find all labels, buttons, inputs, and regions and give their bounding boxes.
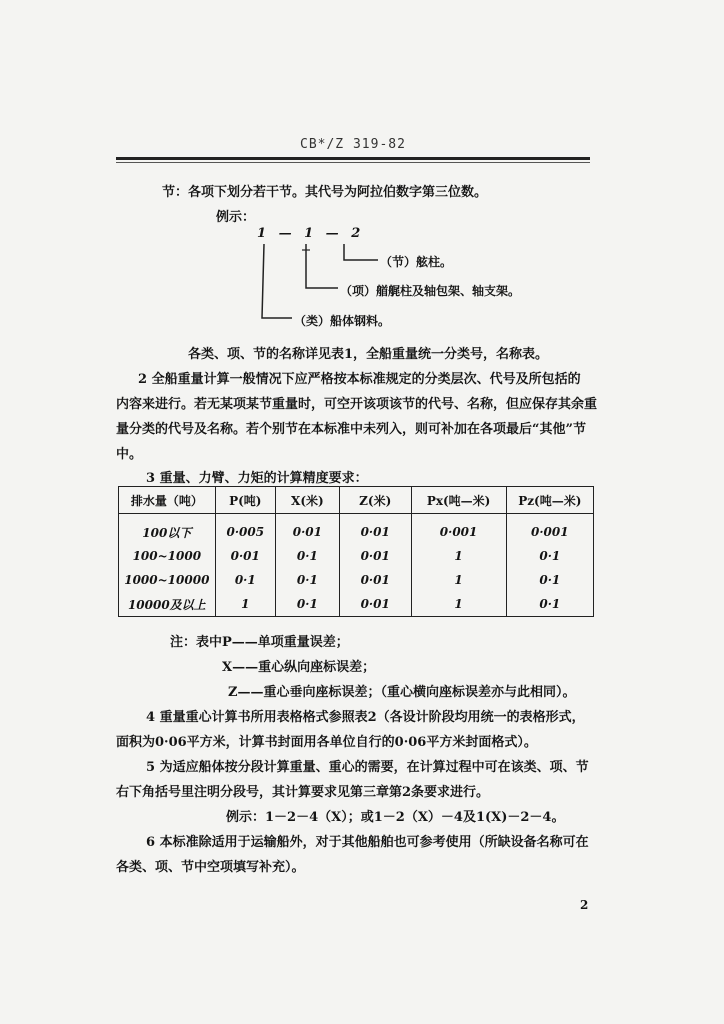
paragraph-2-line3: 量分类的代号及名称。若个别节在本标准中未列入，则可补加在各项最后“其他”节 (116, 422, 586, 437)
table-row (119, 514, 594, 545)
table-cell: 0·005 (215, 514, 275, 545)
paragraph-3: 3 重量、力臂、力矩的计算精度要求： (146, 471, 368, 486)
code-hierarchy-diagram (240, 226, 560, 336)
header-rule-thin (116, 162, 590, 163)
table-header-row (119, 487, 594, 514)
table-row (119, 592, 594, 617)
paragraph-2-line4: 中。 (116, 447, 143, 462)
paragraph-5-line1: 5 为适应船体按分段计算重量、重心的需要，在计算过程中可在该类、项、节 (146, 760, 589, 775)
table-cell: 0·01 (339, 544, 411, 568)
paragraph-5-example: 例示：1－2－4（X）；或1－2（X）－4及1(X)－2－4。 (226, 810, 565, 825)
table-cell: 0·1 (506, 592, 593, 617)
table-note-p: 注：表中P——单项重量误差； (170, 635, 349, 650)
paragraph-5-line2: 右下角括号里注明分段号，其计算要求见第三章第2条要求进行。 (116, 785, 490, 800)
paragraph-table1-reference: 各类、项、节的名称详见表1，全船重量统一分类号，名称表。 (188, 347, 549, 362)
table-row (119, 568, 594, 592)
table-note-x: X——重心纵向座标误差； (222, 660, 376, 675)
table-cell: 0·001 (506, 514, 593, 545)
table-header-cell: Z(米) (339, 487, 411, 514)
page-number: 2 (580, 898, 589, 912)
diagram-node-section: （节）舷柱。 (380, 255, 453, 269)
table-cell: 1000~10000 (119, 568, 216, 592)
table-cell: 0·1 (215, 568, 275, 592)
precision-table (118, 486, 594, 617)
table-header-cell: X(米) (275, 487, 339, 514)
table-cell: 0·01 (215, 544, 275, 568)
table-cell: 1 (215, 592, 275, 617)
table-cell: 0·1 (506, 544, 593, 568)
table-cell: 0·01 (339, 568, 411, 592)
table-note-z: Z——重心垂向座标误差；（重心横向座标误差亦与此相同）。 (228, 685, 576, 700)
table-cell: 0·1 (275, 568, 339, 592)
table-cell: 1 (411, 544, 506, 568)
paragraph-4-line1: 4 重量重心计算书所用表格格式参照表2（各设计阶段均用统一的表格形式， (146, 710, 585, 725)
table-header-cell: P(吨) (215, 487, 275, 514)
table-cell: 0·1 (506, 568, 593, 592)
standard-code: CB*/Z 319-82 (300, 137, 406, 152)
example-label: 例示： (216, 210, 256, 225)
table-cell: 100~1000 (119, 544, 216, 568)
paragraph-6-line1: 6 本标准除适用于运输船外，对于其他船舶也可参考使用（所缺设备名称可在 (146, 835, 589, 850)
diagram-code: 1 — 1 — 2 (257, 226, 365, 241)
diagram-node-item: （项）艏艉柱及轴包架、轴支架。 (340, 284, 521, 298)
paragraph-6-line2: 各类、项、节中空项填写补充）。 (116, 860, 305, 875)
table-cell: 0·1 (275, 544, 339, 568)
table-cell: 1 (411, 568, 506, 592)
table-cell: 0·01 (339, 592, 411, 617)
table-cell: 0·1 (275, 592, 339, 617)
table-cell: 10000及以上 (119, 592, 216, 617)
diagram-connectors (240, 226, 560, 336)
table-cell: 1 (411, 592, 506, 617)
table-header-cell: Pz(吨—米) (506, 487, 593, 514)
diagram-node-class: （类）船体钢料。 (294, 314, 391, 328)
table-cell: 100以下 (119, 514, 216, 545)
table-cell: 0·01 (339, 514, 411, 545)
paragraph-2-line1: 2 全船重量计算一般情况下应严格按本标准规定的分类层次、代号及所包括的 (138, 372, 581, 387)
table-row (119, 544, 594, 568)
table-cell: 0·01 (275, 514, 339, 545)
paragraph-4-line2: 面积为0·06平方米，计算书封面用各单位自行的0·06平方米封面格式）。 (116, 735, 537, 750)
paragraph-section-definition: 节：各项下划分若干节。其代号为阿拉伯数字第三位数。 (162, 185, 488, 200)
table-header-cell: 排水量（吨） (119, 487, 216, 514)
paragraph-2-line2: 内容来进行。若无某项某节重量时，可空开该项该节的代号、名称，但应保存其余重 (116, 397, 598, 412)
table-cell: 0·001 (411, 514, 506, 545)
table-header-cell: Px(吨—米) (411, 487, 506, 514)
header-rule (116, 157, 590, 160)
